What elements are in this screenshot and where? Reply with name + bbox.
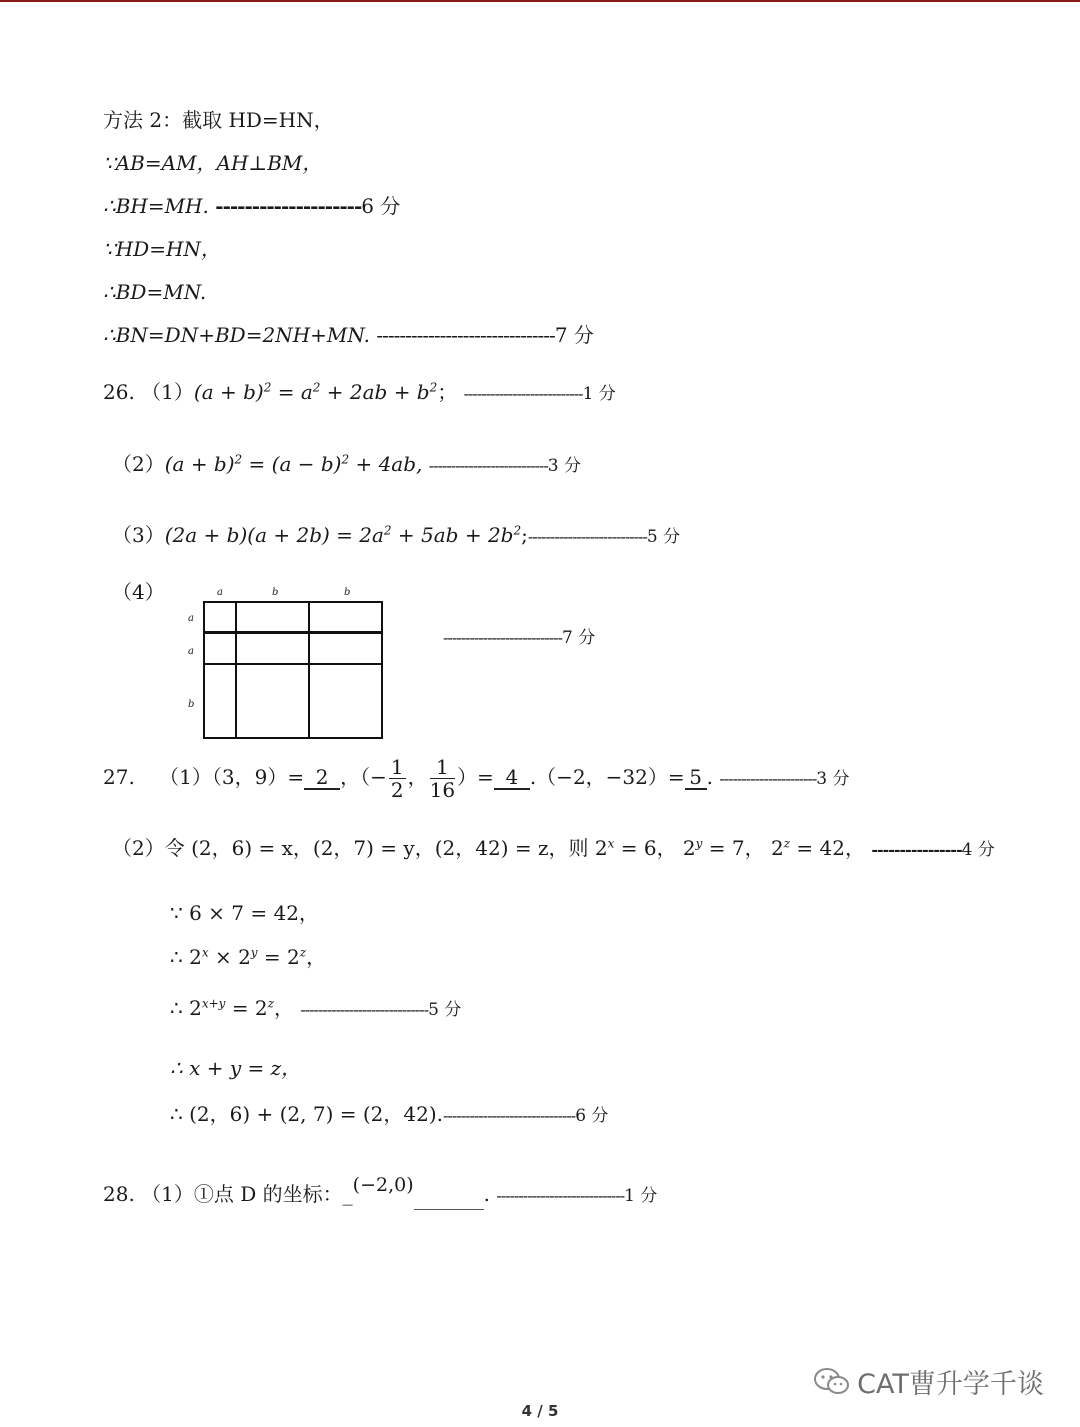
part-label: （3） [112, 523, 165, 547]
score-label: 5 分 [428, 1000, 462, 1020]
minus-sign: − [370, 765, 387, 789]
score-dashes: --------------------------- [463, 384, 583, 403]
part-text: ，（ [340, 765, 371, 789]
q27-part-1 [103, 755, 850, 801]
answer-underline [414, 1191, 484, 1210]
part-label: （2） [112, 452, 165, 476]
grid-line [203, 737, 383, 739]
method2-line-3: ∵HD=HN， [103, 237, 221, 261]
page-indicator: 4 / 5 [521, 1402, 559, 1420]
q26-part-4-label: （4） [112, 580, 165, 604]
answer-value: (−2,0) [352, 1174, 414, 1196]
punctuation: . [706, 765, 713, 789]
score-dashes: --------------------------- [428, 456, 548, 475]
q26-part-3 [112, 521, 680, 551]
score-label: 7 分 [554, 323, 594, 347]
grid-line [203, 631, 383, 634]
q27-step-4: ∴ x + y = z， [170, 1056, 302, 1080]
formula: ∴ (2，6) + (2, 7) = (2，42). [170, 1102, 443, 1126]
method2-line-5-text: ∴BN=DN+BD=2NH+MN. [103, 323, 377, 347]
q27-step-2: ∴ $2^x \times 2^y = 2^z$， [170, 945, 327, 969]
question-number: 26. [103, 380, 135, 404]
top-border-rule [0, 0, 1080, 2]
punctuation: ； [437, 380, 458, 404]
formula: $(2a + b)(a + 2b) = 2a^2 + 5ab + 2b^2$ [164, 523, 522, 547]
q27-part-2: （2）令 (2，6) = x，(2，7) = y，(2，42) = z，则 $2^x = 6$， $2^y = 7$， $2^z = 42$， ----------------4 分 [112, 836, 995, 860]
score-dashes: ----------------------------- [496, 1186, 625, 1205]
formula: $(a + b)^2 = (a - b)^2 + 4ab$, [164, 452, 423, 476]
q27-step-5 [170, 1100, 608, 1130]
score-label: 3 分 [547, 456, 581, 476]
q26-part-2 [112, 450, 581, 480]
grid-top-label: a [217, 587, 223, 598]
grid-side-label: a [188, 613, 194, 624]
part-text: （1）（3，9）= [159, 765, 305, 789]
q27-step-3: ∴ $2^{x+y} = 2^z$， -----------------------------5 分 [170, 996, 462, 1020]
punctuation: ， [407, 765, 428, 789]
score-label: 1 分 [624, 1186, 658, 1206]
score-dashes: ---------------- [871, 840, 962, 859]
grid-line [381, 601, 383, 739]
q28-part-1: 28. （1）①点 D 的坐标：_(−2,0) . -----------------------------1 分 [103, 1180, 657, 1210]
q26-part-4-score [443, 622, 595, 652]
method2-line-2 [103, 192, 400, 220]
q26-part-1 [103, 378, 616, 408]
punctuation: ; [521, 523, 528, 547]
part-label: （1） [141, 380, 194, 404]
method2-line-5 [103, 321, 594, 349]
question-number: 28. [103, 1182, 135, 1206]
score-dashes: --------------------------- [443, 628, 562, 647]
answer-blank: 5 [685, 766, 707, 790]
question-number: 27. [103, 765, 135, 789]
watermark [812, 1362, 1044, 1401]
part-text: （1）①点 D 的坐标：_ [141, 1182, 353, 1206]
score-dashes: ------------------------------ [443, 1106, 576, 1125]
score-dashes: ----------------------------- [300, 1000, 429, 1019]
grid-line [203, 601, 205, 739]
method2-line-4: ∴BD=MN. [103, 280, 207, 304]
method2-title: 方法 2：截取 HD=HN， [103, 108, 334, 132]
grid-top-label: b [272, 587, 279, 598]
score-label: 5 分 [646, 527, 681, 547]
part-text: ）= [457, 765, 494, 789]
part-text: （2）令 (2，6) = x，(2，7) = y，(2，42) = z，则 2 [112, 836, 608, 860]
method2-line-1: ∵AB=AM，AH⊥BM， [103, 151, 323, 175]
grid-line [235, 601, 237, 739]
formula: $(a + b)^2 = a^2 + 2ab + b^2$ [193, 380, 438, 404]
answer-blank: 2 [304, 766, 340, 790]
grid-line [308, 601, 310, 739]
score-label: 6 分 [361, 194, 401, 218]
watermark-text: CAT曹升学千谈 [857, 1369, 1044, 1400]
score-dashes: ---------------------- [719, 769, 817, 788]
score-label: 3 分 [816, 769, 850, 789]
score-dashes: --------------------------- [527, 527, 647, 546]
q27-step-1: ∵ 6 × 7 = 42， [170, 901, 319, 925]
score-label: 7 分 [561, 628, 596, 648]
score-label: 4 分 [961, 840, 995, 860]
chat-bubble-icon [812, 1365, 852, 1399]
score-label: 1 分 [582, 384, 616, 404]
score-label: 6 分 [575, 1106, 609, 1126]
score-dashes: -------------------- [215, 194, 362, 218]
grid-line [203, 601, 383, 603]
grid-line [203, 663, 383, 665]
score-dashes: ------------------------------- [376, 323, 555, 347]
fraction: $\frac{1}{16}$ [429, 755, 456, 802]
method2-line-2-text: ∴BH=MH. [103, 194, 216, 218]
grid-side-label: a [188, 646, 194, 657]
part-text: .（−2，−32）= [529, 765, 685, 789]
grid-top-label: b [344, 587, 351, 598]
fraction: $\frac{1}{2}$ [390, 755, 404, 802]
grid-side-label: b [188, 699, 195, 710]
answer-blank: 4 [494, 766, 530, 790]
